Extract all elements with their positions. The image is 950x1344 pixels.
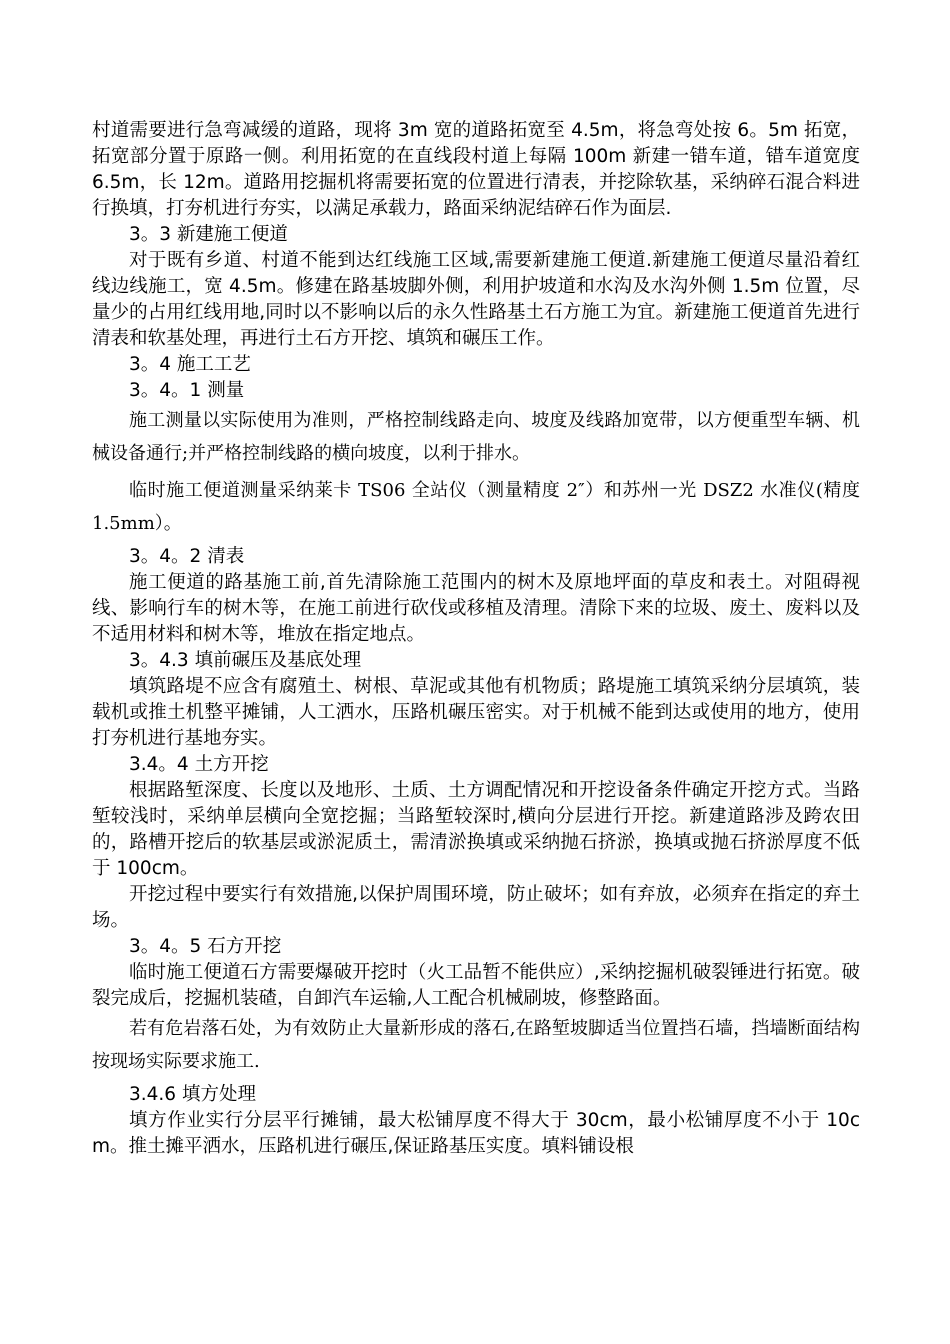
paragraph-fill-treatment: 填方作业实行分层平行摊铺，最大松铺厚度不得大于 30cm，最小松铺厚度不小于 10cm。推土摊平洒水，压路机进行碾压,保证路基压实度。填料铺设根	[92, 1110, 860, 1157]
paragraph-clearing: 施工便道的路基施工前,首先清除施工范围内的树木及原地坪面的草皮和表土。对阻碍视线、影响行车的树木等，在施工前进行砍伐或移植及清理。清除下来的垃圾、废土、废料以及不适用材料和树木等，堆放在指定地点。	[92, 572, 860, 645]
heading-3-4-4: 3.4。4 土方开挖	[129, 754, 269, 775]
heading-3-3: 3。3 新建施工便道	[129, 224, 288, 245]
paragraph-rockfall-wall: 若有危岩落石处，为有效防止大量新形成的落石,在路堑坡脚适当位置挡石墙，挡墙断面结构按现场实际要求施工.	[92, 1018, 860, 1072]
heading-3-4-1: 3。4。1 测量	[129, 380, 245, 401]
heading-3-4-5: 3。4。5 石方开挖	[129, 936, 282, 957]
document-body	[92, 118, 860, 1160]
heading-3-4-2: 3。4。2 清表	[129, 546, 245, 567]
paragraph-rock-excavation: 临时施工便道石方需要爆破开挖时（火工品暂不能供应）,采纳挖掘机破裂锤进行拓宽。破裂完成后，挖掘机装碴，自卸汽车运输,人工配合机械刷坡，修整路面。	[92, 962, 860, 1009]
paragraph-compaction: 填筑路堤不应含有腐殖土、树根、草泥或其他有机物质；路堤施工填筑采纳分层填筑，装载机或推土机整平摊铺，人工洒水，压路机碾压密实。对于机械不能到达或使用的地方，使用打夯机进行基地夯实。	[92, 676, 860, 749]
paragraph-earth-excavation: 根据路堑深度、长度以及地形、土质、土方调配情况和开挖设备条件确定开挖方式。当路堑较浅时，采纳单层横向全宽挖掘；当路堑较深时,横向分层进行开挖。新建道路涉及跨农田的，路槽开挖后的软基层或淤泥质土，需清淤换填或采纳抛石挤淤，换填或抛石挤淤厚度不低于 100cm。	[92, 780, 860, 879]
paragraph-survey-principle: 施工测量以实际使用为准则，严格控制线路走向、坡度及线路加宽带，以方便重型车辆、机械设备通行;并严格控制线路的横向坡度，以利于排水。	[92, 410, 860, 464]
heading-3-4-3: 3。4.3 填前碾压及基底处理	[129, 650, 362, 671]
paragraph-excavation-protection: 开挖过程中要实行有效措施,以保护周围环境，防止破坏；如有弃放，必须弃在指定的弃土场。	[92, 884, 860, 931]
paragraph-road-widening: 村道需要进行急弯减缓的道路，现将 3m 宽的道路拓宽至 4.5m，将急弯处按 6。5m 拓宽，拓宽部分置于原路一侧。利用拓宽的在直线段村道上每隔 100m 新建一错车道，错车道宽度 6.5m，长 12m。道路用挖掘机将需要拓宽的位置进行清表，并挖除软基，采纳碎石混合料进行换填，打夯机进行夯实，以满足承载力，路面采纳泥结碎石作为面层.	[92, 120, 860, 219]
heading-3-4: 3。4 施工工艺	[129, 354, 251, 375]
paragraph-survey-instruments: 临时施工便道测量采纳莱卡 TS06 全站仪（测量精度 2″）和苏州一光 DSZ2 水准仪(精度 1.5mm）。	[92, 480, 860, 534]
paragraph-new-access-road: 对于既有乡道、村道不能到达红线施工区域,需要新建施工便道.新建施工便道尽量沿着红线边线施工，宽 4.5m。修建在路基坡脚外侧，利用护坡道和水沟及水沟外侧 1.5m 位置，尽量少的占用红线用地,同时以不影响以后的永久性路基土石方施工为宜。新建施工便道首先进行清表和软基处理，再进行土石方开挖、填筑和碾压工作。	[92, 250, 860, 349]
heading-3-4-6: 3.4.6 填方处理	[129, 1084, 256, 1105]
